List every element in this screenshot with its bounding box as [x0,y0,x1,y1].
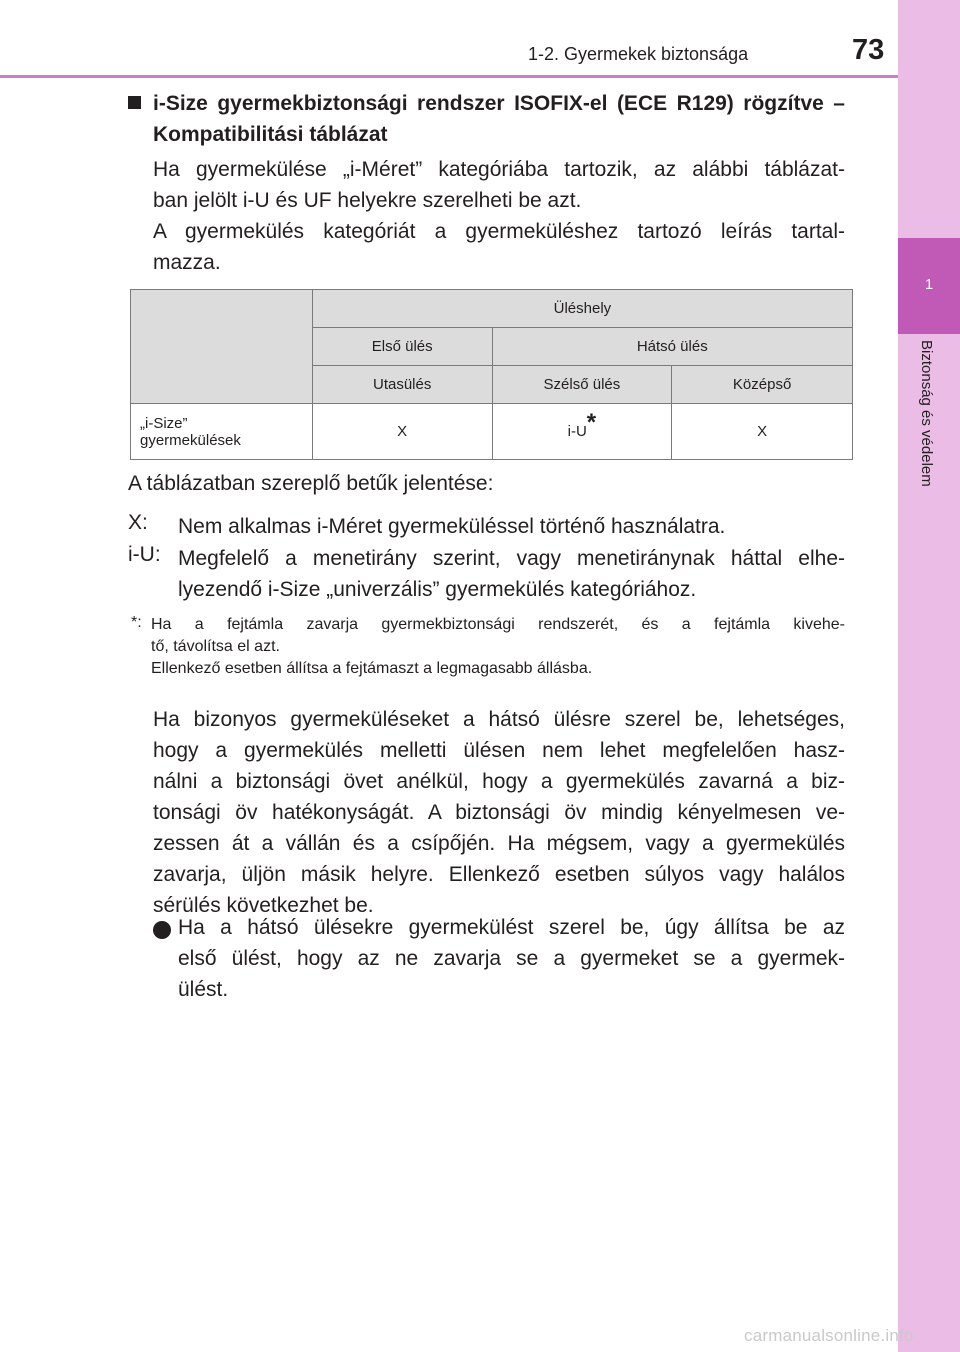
intro-paragraph [153,154,845,278]
header-rule [0,75,898,78]
table-header-center: Középső [672,366,853,404]
footnote-line: Ellenkező esetben állítsa a fejtámaszt a legmagasabb állásba. [151,660,593,677]
warning-line: zessen át a vállán és a csípőjén. Ha mégsem, vagy a gyermekülés [153,832,845,855]
warning-line: Ha bizonyos gyermeküléseket a hátsó ülésre szerel be, lehetséges, [153,708,845,731]
intro-line: A gyermekülés kategóriát a gyermeküléshez tartozó leírás tartal- [153,220,845,243]
intro-line: ban jelölt i-U és UF helyekre szerelheti be azt. [153,189,582,212]
table-header-front-seat: Első ülés [312,328,492,366]
table-header-seat-position: Üléshely [312,290,852,328]
table-cell-outer [492,404,672,460]
watermark: carmanualsonline.info [744,1326,914,1345]
bullet-line: ülést. [178,978,229,1001]
cell-value: i-U [567,423,587,440]
footnote-line: Ha a fejtámla zavarja gyermekbiztonsági rendszerét, és a fejtámla kivehe- [151,616,845,633]
bullet-paragraph [178,912,845,1005]
table-header-passenger: Utasülés [312,366,492,404]
row-label-line: gyermekülések [140,431,241,449]
footnote-line: tő, távolítsa el azt. [151,638,280,655]
table-header-rear-seat: Hátsó ülés [492,328,852,366]
warning-paragraph [153,704,845,921]
footnote-asterisk: * [586,409,597,436]
intro-line: Ha gyermekülése „i-Méret” kategóriába tartozik, az alábbi táblázat- [153,158,845,181]
warning-line: zavarja, üljön másik helyre. Ellenkező esetben súlyos vagy halálos [153,863,845,886]
table-corner-cell [131,290,313,404]
intro-line: mazza. [153,251,221,274]
chapter-number: 1 [924,276,934,293]
section-title: 1-2. Gyermekek biztonsága [528,44,749,64]
footnote [151,614,845,680]
heading-square-icon [128,96,141,109]
table-header-outer: Szélső ülés [492,366,672,404]
warning-line: hogy a gyermekülés melletti ülésen nem lehet megfelelően hasz- [153,739,845,762]
compatibility-table [130,289,853,460]
section-heading: i-Size gyermekbiztonsági rendszer ISOFIX-el (ECE R129) rögzítve – Kompatibilitási táblázat [153,92,845,146]
warning-line: nálni a biztonsági övet anélkül, hogy a gyermekülés zavarná a biz- [153,770,845,793]
table-legend-intro: A táblázatban szereplő betűk jelentése: [128,472,494,495]
page-number: 73 [852,34,885,66]
legend-text: Megfelelő a menetirány szerint, vagy menetiránynak háttal elhe-lyezendő i-Size „univerzális” gyermekülés kategóriához. [178,547,845,601]
table-row-label [131,404,313,460]
legend-text: Nem alkalmas i-Méret gyermeküléssel történő használatra. [178,515,726,538]
warning-line: sérülés következhet be. [153,894,374,917]
row-label-line: „i-Size” [140,414,188,432]
footnote-mark: *: [131,614,142,631]
chapter-side-strip [898,0,960,1352]
chapter-label: Biztonság és védelem [918,340,935,487]
legend-key: i-U: [128,543,161,566]
warning-line: tonsági öv hatékonyságát. A biztonsági öv mindig kényelmesen ve- [153,801,845,824]
bullet-line: első ülést, hogy az ne zavarja se a gyermeket se a gyermek- [178,947,845,970]
bullet-dot-icon [153,921,171,939]
legend-key: X: [128,511,148,534]
table-cell-center: X [672,404,853,460]
table-cell-passenger: X [312,404,492,460]
bullet-line: Ha a hátsó ülésekre gyermekülést szerel be, úgy állítsa be az [178,916,845,939]
